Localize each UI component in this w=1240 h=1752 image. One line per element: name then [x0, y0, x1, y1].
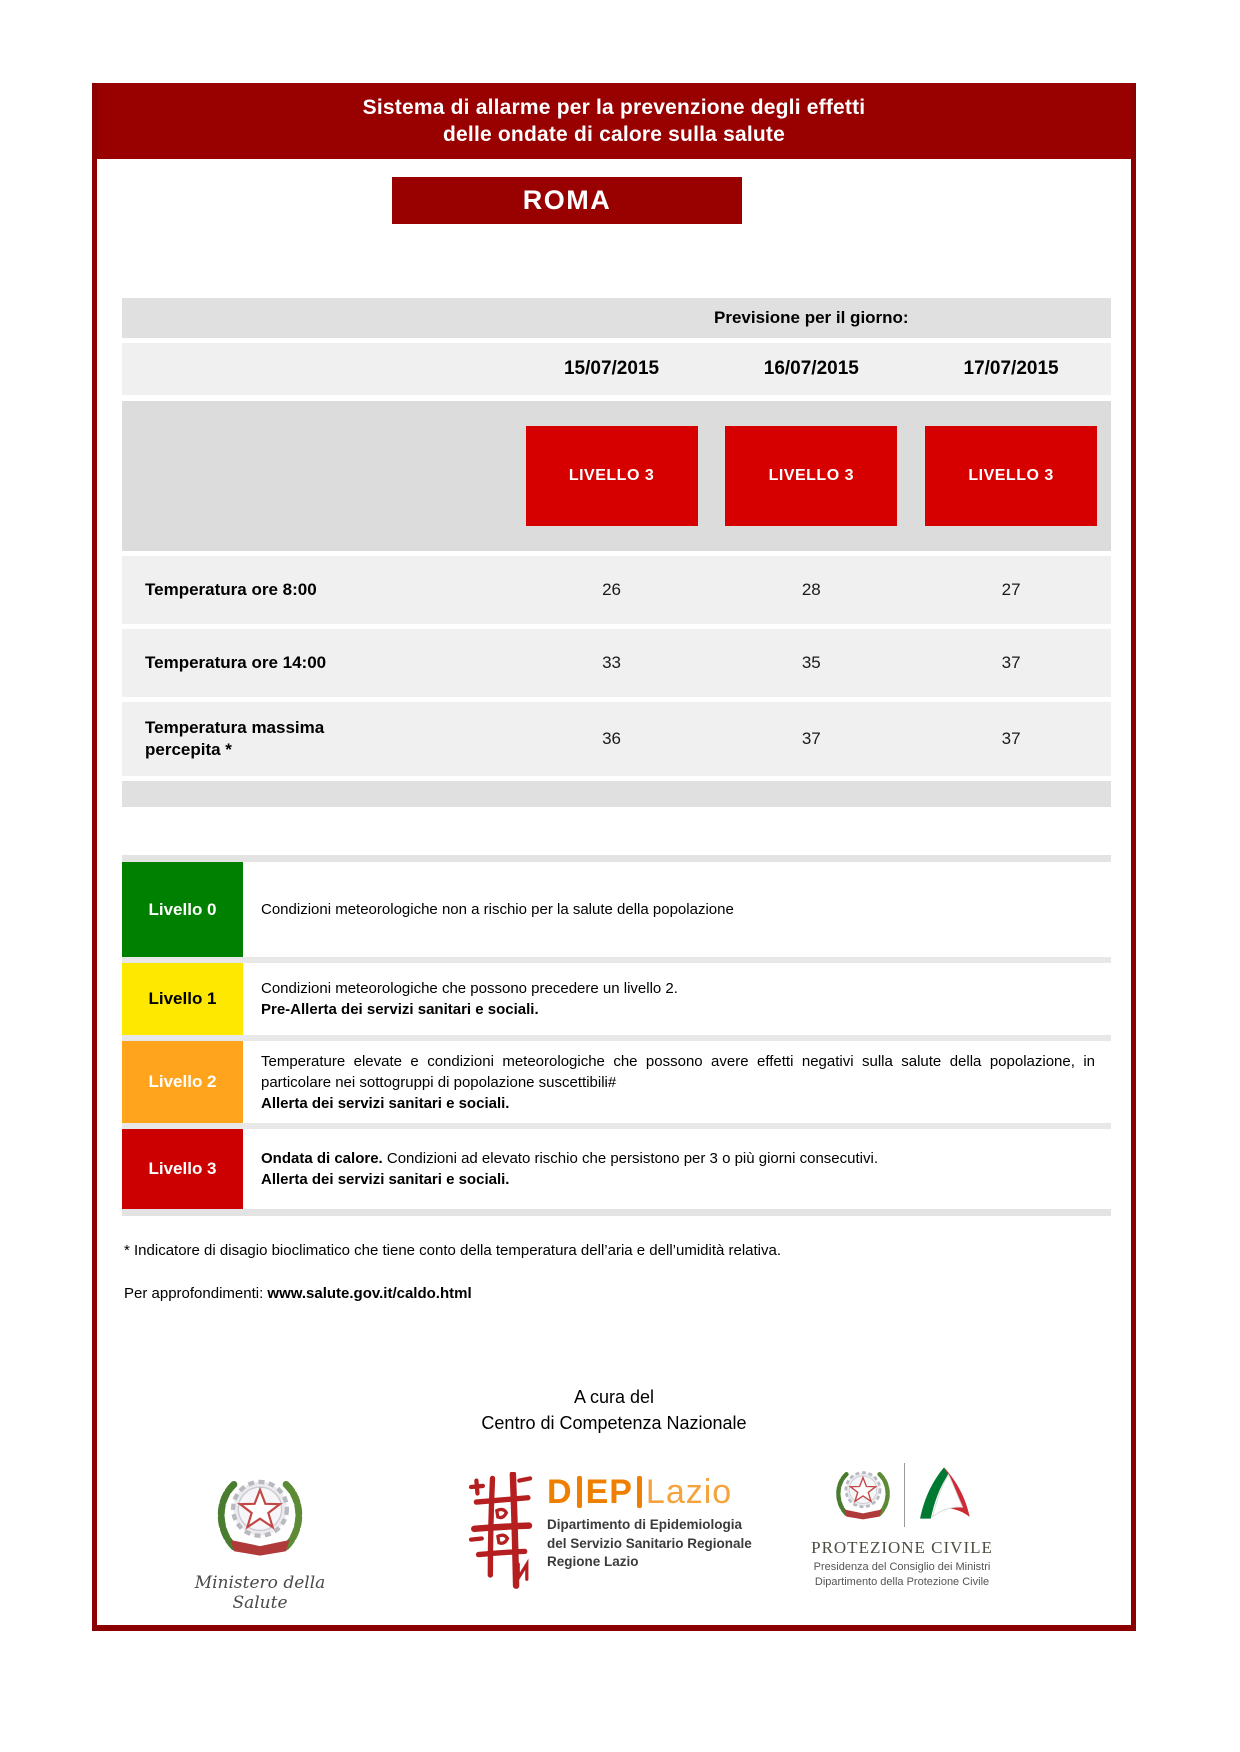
temp-row-max-perceived	[122, 702, 1111, 776]
dep-subtitle-3: Regione Lazio	[547, 1554, 639, 1569]
temp-value: 36	[602, 729, 621, 748]
legend-separator	[122, 855, 1111, 862]
temp-row-label: Temperatura ore 14:00	[145, 653, 327, 672]
temp-value: 35	[801, 653, 821, 672]
legend-badge-level0: Livello 0	[122, 862, 243, 957]
temp-value: 28	[801, 580, 821, 599]
more-info-line	[124, 1285, 1111, 1302]
footer-logos	[97, 1456, 1131, 1616]
more-info-url[interactable]: www.salute.gov.it/caldo.html	[267, 1285, 472, 1302]
dep-subtitle-1: Dipartimento di Epidemiologia	[547, 1517, 743, 1532]
bioclimatic-footnote: * Indicatore di disagio bioclimatico che tiene conto della temperatura dell’aria e dell’umidità relativa.	[124, 1242, 782, 1259]
temp-value: 37	[801, 729, 821, 748]
legend-alert-level2: Allerta dei servizi sanitari e sociali.	[261, 1094, 510, 1112]
pc-subtitle-2: Dipartimento della Protezione Civile	[814, 1575, 990, 1588]
italy-emblem-icon	[208, 1553, 312, 1570]
temp-row-label: Temperatura ore 8:00	[145, 580, 317, 599]
date-cell-2: 16/07/2015	[763, 358, 859, 379]
legend-row-level0	[122, 862, 1111, 957]
pc-logo-divider	[904, 1463, 905, 1527]
bulletin-frame	[92, 83, 1136, 1631]
city-banner	[392, 177, 742, 224]
legend-text-level2: Temperature elevate e condizioni meteorologiche che possono avere effetti negativi sulla salute della popolazione, in particolare nei sottogruppi di popolazione suscettibili#	[261, 1052, 1095, 1091]
legend-row-level3	[122, 1129, 1111, 1209]
dep-lazio-logo	[467, 1472, 752, 1595]
temp-row-0800	[122, 556, 1111, 624]
forecast-table	[122, 298, 1111, 807]
table-bottom-band	[122, 781, 1111, 807]
temp-value: 26	[602, 580, 621, 599]
dep-bar-icon	[637, 1476, 642, 1508]
city-name: ROMA	[522, 185, 612, 215]
forecast-dates-row	[122, 343, 1111, 395]
temp-row-1400	[122, 629, 1111, 697]
credit-line1: A cura del	[573, 1387, 655, 1407]
temp-value: 27	[1001, 580, 1021, 599]
ministero-salute-logo	[175, 1462, 345, 1613]
italy-emblem-icon	[830, 1460, 896, 1531]
legend-text-level3: Ondata di calore. Condizioni ad elevato rischio che persistono per 3 o più giorni consecutivi.	[261, 1150, 878, 1167]
protezione-civile-logo	[797, 1456, 1007, 1589]
level-badge-day1: LIVELLO 3	[526, 426, 698, 526]
temp-value: 37	[1001, 729, 1021, 748]
temp-value: 37	[1001, 653, 1021, 672]
legend-alert-level1: Pre-Allerta dei servizi sanitari e sociali.	[261, 1001, 539, 1018]
legend-row-level2	[122, 1041, 1111, 1123]
pc-subtitle-1: Presidenza del Consiglio dei Ministri	[813, 1561, 991, 1573]
ministero-salute-caption: Ministero della Salute	[194, 1573, 326, 1613]
header-title-line2: delle ondate di calore sulla salute	[443, 123, 785, 146]
temp-value: 33	[602, 653, 621, 672]
legend-row-level1	[122, 963, 1111, 1035]
legend-separator	[122, 1209, 1111, 1216]
legend-badge-level2: Livello 2	[122, 1041, 243, 1123]
legend-badge-level1: Livello 1	[122, 963, 243, 1035]
more-info-prefix: Per approfondimenti:	[124, 1285, 268, 1302]
legend-alert-level3: Allerta dei servizi sanitari e sociali.	[261, 1171, 510, 1188]
level-badge-day3: LIVELLO 3	[925, 426, 1097, 526]
dep-subtitle-2: del Servizio Sanitario Regionale	[547, 1535, 752, 1551]
forecast-levels-row	[122, 401, 1111, 551]
date-cell-3: 17/07/2015	[963, 358, 1059, 379]
dep-letters-ep: EP	[585, 1472, 633, 1511]
dep-lazio-word: Lazio	[645, 1472, 733, 1511]
legend-badge-level3: Livello 3	[122, 1129, 243, 1209]
level-badge-day2: LIVELLO 3	[725, 426, 897, 526]
pc-triangle-icon	[913, 1463, 975, 1528]
temp-row-label: Temperatura massima percepita *	[145, 718, 325, 759]
header-title-line1: Sistema di allarme per la prevenzione degli effetti	[362, 96, 866, 119]
forecast-header-label: Previsione per il giorno:	[714, 308, 909, 327]
pc-title: PROTEZIONE CIVILE	[811, 1538, 993, 1557]
dep-bar-icon	[577, 1476, 582, 1508]
dep-letter-d: D	[547, 1472, 573, 1511]
header-banner	[97, 83, 1131, 159]
legend-lead-level3: Ondata di calore.	[261, 1150, 383, 1167]
dep-logotype	[547, 1472, 752, 1512]
forecast-header-row	[122, 298, 1111, 338]
dep-glyph-icon	[467, 1472, 533, 1595]
credit-line2: Centro di Competenza Nazionale	[481, 1413, 747, 1433]
date-cell-1: 15/07/2015	[563, 358, 660, 379]
legend-text-level0: Condizioni meteorologiche non a rischio per la salute della popolazione	[261, 901, 734, 918]
legend-text-level1: Condizioni meteorologiche che possono precedere un livello 2.	[261, 980, 678, 997]
